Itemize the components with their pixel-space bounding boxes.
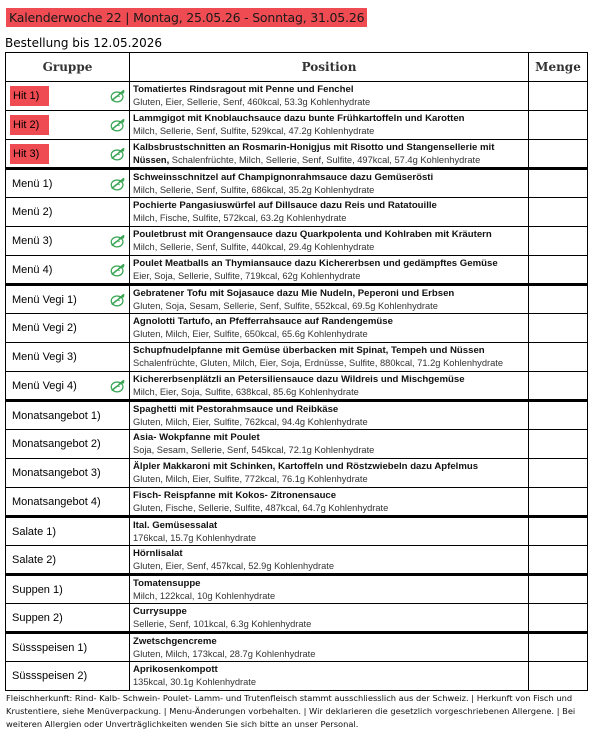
table-row — [6, 662, 588, 691]
dish-info: 176kcal, 15.7g Kohlenhydrate — [133, 532, 257, 543]
position-cell — [130, 517, 529, 546]
dish-name: Zwetschgencreme — [133, 635, 217, 647]
group-cell — [6, 604, 130, 633]
dish-name: Schweinsschnitzel auf Champignonrahmsauce dazu Gemüserösti — [133, 171, 434, 183]
quantity-input-cell[interactable] — [529, 575, 588, 604]
position-cell — [130, 633, 529, 662]
dish-name: Fisch- Reispfanne mit Kokos- Zitronensauce — [133, 489, 337, 501]
table-row — [6, 285, 588, 314]
position-cell — [130, 169, 529, 198]
dish-info: Milch, Eier, Soja, Sulfite, 638kcal, 85.6g Kohlenhydrate — [133, 386, 359, 397]
group-label: Süssspeisen 1) — [12, 641, 88, 654]
group-label: Menü 1) — [12, 177, 53, 190]
table-row — [6, 430, 588, 459]
table-row — [6, 633, 588, 662]
table-row — [6, 111, 588, 140]
position-cell — [130, 459, 529, 488]
dish-info: Eier, Soja, Sellerie, Sulfite, 719kcal, 62g Kohlenhydrate — [133, 270, 361, 281]
group-cell — [6, 256, 130, 285]
dish-info: Milch, Sellerie, Senf, Sulfite, 529kcal, 47.2g Kohlenhydrate — [133, 126, 375, 136]
climate-leaf-icon — [109, 377, 127, 395]
week-banner: Kalenderwoche 22 | Montag, 25.05.26 - Sonntag, 31.05.26 — [6, 8, 367, 27]
quantity-input-cell[interactable] — [529, 604, 588, 633]
quantity-input-cell[interactable] — [529, 227, 588, 256]
table-row — [6, 198, 588, 227]
quantity-input-cell[interactable] — [529, 285, 588, 314]
group-label: Menü 4) — [12, 263, 53, 276]
dish-info: 135kcal, 30.1g Kohlenhydrate — [133, 677, 257, 687]
dish-info: Milch, Fische, Sulfite, 572kcal, 63.2g Kohlenhydrate — [133, 213, 347, 223]
position-cell — [130, 82, 529, 111]
dish-info: Milch, Sellerie, Senf, Sulfite, 686kcal, 35.2g Kohlenhydrate — [133, 184, 375, 195]
quantity-input-cell[interactable] — [529, 430, 588, 459]
group-cell — [6, 82, 130, 111]
position-cell — [130, 314, 529, 343]
group-cell — [6, 372, 130, 401]
table-row — [6, 227, 588, 256]
position-cell — [130, 198, 529, 227]
group-label: Menü Vegi 4) — [12, 379, 77, 392]
group-cell — [6, 488, 130, 517]
dish-info: Gluten, Fische, Sellerie, Sulfite, 487kcal, 64.7g Kohlenhydrate — [133, 502, 389, 513]
position-cell — [130, 227, 529, 256]
position-cell — [130, 372, 529, 401]
dish-info: Milch, 122kcal, 10g Kohlenhydrate — [133, 590, 276, 601]
group-label: Salate 2) — [12, 553, 57, 566]
position-cell — [130, 488, 529, 517]
position-cell — [130, 604, 529, 633]
group-label: Suppen 2) — [12, 611, 63, 624]
dish-name: Currysuppe — [133, 605, 187, 617]
column-header-quantity: Menge — [529, 53, 588, 82]
dish-info: Gluten, Milch, Eier, Sulfite, 762kcal, 94.4g Kohlenhydrate — [133, 416, 368, 427]
table-row — [6, 314, 588, 343]
group-cell — [6, 430, 130, 459]
table-row — [6, 82, 588, 111]
column-header-position: Position — [130, 53, 529, 82]
column-header-group: Gruppe — [6, 53, 130, 82]
dish-name: Kalbsbrustschnitten an Rosmarin-Honigjus mit Risotto und Stangensellerie mit — [133, 141, 495, 153]
quantity-input-cell[interactable] — [529, 517, 588, 546]
dish-name: Agnolotti Tartufo, an Pfefferrahsauce auf Randengemüse — [133, 316, 393, 327]
group-label: Menü 2) — [12, 206, 53, 218]
group-cell — [6, 169, 130, 198]
group-cell — [6, 140, 130, 169]
dish-name: Poulet Meatballs an Thymiansauce dazu Kichererbsen und gedämpftes Gemüse — [133, 257, 498, 269]
group-cell — [6, 227, 130, 256]
group-label: Menü Vegi 2) — [12, 322, 77, 334]
dish-name: Tomatensuppe — [133, 577, 201, 589]
group-label-highlighted: Hit 3) — [10, 144, 49, 164]
position-cell — [130, 662, 529, 691]
table-row — [6, 488, 588, 517]
quantity-input-cell[interactable] — [529, 140, 588, 169]
quantity-input-cell[interactable] — [529, 314, 588, 343]
dish-info: Nüssen, Schalenfrüchte, Milch, Sellerie, Senf, Sulfite, 497kcal, 57.4g Kohlenhydrate — [133, 154, 481, 165]
quantity-input-cell[interactable] — [529, 662, 588, 691]
climate-leaf-icon — [109, 175, 127, 193]
group-cell — [6, 459, 130, 488]
group-label-highlighted: Hit 2) — [10, 115, 49, 135]
dish-info: Gluten, Milch, Eier, Sulfite, 772kcal, 76.1g Kohlenhydrate — [133, 474, 368, 484]
quantity-input-cell[interactable] — [529, 169, 588, 198]
climate-leaf-icon — [109, 232, 127, 250]
quantity-input-cell[interactable] — [529, 488, 588, 517]
dish-info: Gluten, Eier, Sellerie, Senf, 460kcal, 53.3g Kohlenhydrate — [133, 97, 371, 107]
group-label: Monatsangebot 4) — [12, 495, 101, 508]
climate-leaf-icon — [109, 261, 127, 279]
group-label: Süssspeisen 2) — [12, 670, 88, 682]
group-label: Monatsangebot 2) — [12, 438, 101, 450]
position-cell — [130, 343, 529, 372]
group-label: Menü 3) — [12, 235, 53, 247]
dish-name: Pochierte Pangasiuswürfel auf Dillsauce dazu Reis und Ratatouille — [133, 200, 437, 211]
dish-name: Lammgigot mit Knoblauchsauce dazu bunte Frühkartoffeln und Karotten — [133, 113, 465, 124]
table-row — [6, 343, 588, 372]
group-cell — [6, 517, 130, 546]
group-cell — [6, 546, 130, 575]
position-cell — [130, 256, 529, 285]
dish-info: Gluten, Milch, 173kcal, 28.7g Kohlenhydrate — [133, 648, 316, 659]
table-row — [6, 256, 588, 285]
menu-table — [5, 52, 588, 691]
dish-name: Älpler Makkaroni mit Schinken, Kartoffeln und Röstzwiebeln dazu Apfelmus — [133, 461, 479, 472]
quantity-input-cell[interactable] — [529, 343, 588, 372]
quantity-input-cell[interactable] — [529, 546, 588, 575]
quantity-input-cell[interactable] — [529, 198, 588, 227]
group-cell — [6, 662, 130, 691]
table-row — [6, 169, 588, 198]
climate-leaf-icon — [109, 291, 127, 309]
climate-leaf-icon — [109, 87, 127, 105]
dish-name: Ital. Gemüsessalat — [133, 519, 218, 531]
menu-body — [6, 82, 588, 691]
table-row — [6, 401, 588, 430]
quantity-input-cell[interactable] — [529, 401, 588, 430]
position-cell — [130, 285, 529, 314]
footer-note: Fleischherkunft: Rind- Kalb- Schwein- Poulet- Lamm- und Trutenfleisch stammt ausschliesslich aus der Schweiz. | Herkunft von Fisch und Krustentiere, siehe Menüverpackung. | Menu-Änderungen vorbehalten. | Wir deklarieren die gesetzlich vorgeschriebenen Allergene. | Bei weiteren Allergien oder Unverträglichkeiten wenden Sie sich bitte an unser Personal. — [6, 693, 576, 729]
dish-info: Gluten, Milch, Eier, Sulfite, 650kcal, 65.6g Kohlenhydrate — [133, 329, 368, 339]
quantity-input-cell[interactable] — [529, 82, 588, 111]
group-label-highlighted: Hit 1) — [10, 86, 49, 106]
table-row — [6, 604, 588, 633]
table-header-row — [6, 53, 588, 82]
dish-name: Kichererbsenplätzli an Petersiliensauce dazu Wildreis und Mischgemüse — [133, 373, 465, 385]
dish-info: Milch, Sellerie, Senf, Sulfite, 440kcal, 29.4g Kohlenhydrate — [133, 242, 375, 252]
position-cell — [130, 546, 529, 575]
dish-name: Gebratener Tofu mit Sojasauce dazu Mie Nudeln, Peperoni und Erbsen — [133, 287, 455, 299]
table-row — [6, 140, 588, 169]
group-cell — [6, 575, 130, 604]
dish-info: Schalenfrüchte, Gluten, Milch, Eier, Soja, Erdnüsse, Sulfite, 880kcal, 71.2g Kohlenhydrate — [133, 358, 504, 368]
group-label: Monatsangebot 3) — [12, 467, 101, 479]
quantity-input-cell[interactable] — [529, 256, 588, 285]
dish-info: Gluten, Soja, Sesam, Sellerie, Senf, Sulfite, 552kcal, 69.5g Kohlenhydrate — [133, 300, 438, 311]
group-cell — [6, 343, 130, 372]
climate-leaf-icon — [109, 116, 127, 134]
quantity-input-cell[interactable] — [529, 633, 588, 662]
group-cell — [6, 285, 130, 314]
dish-name: Spaghetti mit Pestorahmsauce und Reibkäse — [133, 403, 339, 415]
group-label: Menü Vegi 1) — [12, 293, 77, 306]
dish-info: Soja, Sesam, Sellerie, Senf, 545kcal, 72.1g Kohlenhydrate — [133, 445, 375, 455]
position-cell — [130, 401, 529, 430]
position-cell — [130, 575, 529, 604]
table-row — [6, 372, 588, 401]
dish-info: Gluten, Eier, Senf, 457kcal, 52.9g Kohlenhydrate — [133, 560, 335, 571]
dish-name: Schupfnudelpfanne mit Gemüse überbacken mit Spinat, Tempeh und Nüssen — [133, 345, 485, 356]
table-row — [6, 517, 588, 546]
group-cell — [6, 314, 130, 343]
dish-info: Sellerie, Senf, 101kcal, 6.3g Kohlenhydrate — [133, 618, 312, 629]
group-cell — [6, 198, 130, 227]
group-cell — [6, 401, 130, 430]
table-row — [6, 575, 588, 604]
dish-name: Asia- Wokpfanne mit Poulet — [133, 432, 260, 443]
position-cell — [130, 430, 529, 459]
quantity-input-cell[interactable] — [529, 372, 588, 401]
group-label: Menü Vegi 3) — [12, 351, 77, 363]
group-label: Suppen 1) — [12, 583, 63, 596]
dish-name: Pouletbrust mit Orangensauce dazu Quarkpolenta und Kohlraben mit Kräutern — [133, 229, 492, 240]
order-deadline: Bestellung bis 12.05.2026 — [5, 36, 162, 50]
dish-name: Hörnlisalat — [133, 547, 183, 559]
position-cell — [130, 140, 529, 169]
group-cell — [6, 633, 130, 662]
climate-leaf-icon — [109, 145, 127, 163]
group-label: Monatsangebot 1) — [12, 409, 101, 422]
dish-name: Aprikosenkompott — [133, 664, 218, 675]
table-row — [6, 546, 588, 575]
quantity-input-cell[interactable] — [529, 111, 588, 140]
group-label: Salate 1) — [12, 525, 57, 538]
table-row — [6, 459, 588, 488]
quantity-input-cell[interactable] — [529, 459, 588, 488]
group-cell — [6, 111, 130, 140]
dish-name: Tomatiertes Rindsragout mit Penne und Fenchel — [133, 84, 354, 95]
position-cell — [130, 111, 529, 140]
